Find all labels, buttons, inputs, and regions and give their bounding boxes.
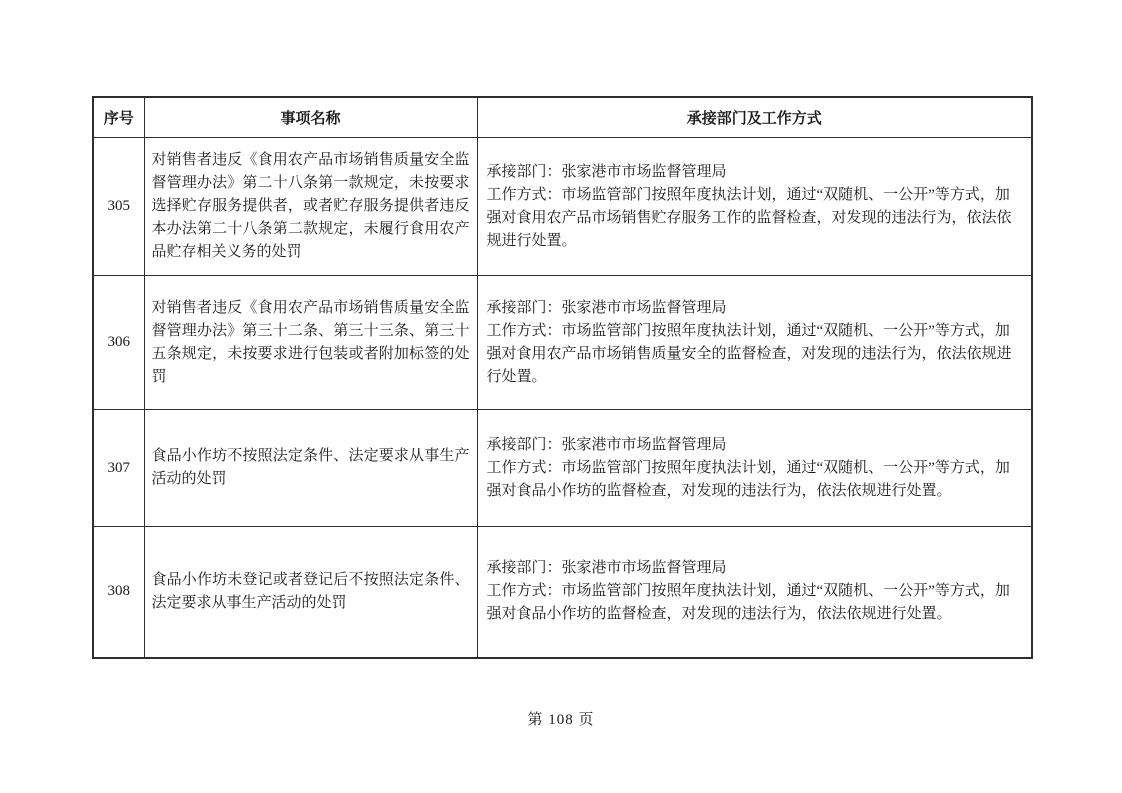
method-line: 工作方式：市场监管部门按照年度执法计划，通过“双随机、一公开”等方式，加强对食品小作坊的监督检查，对发现的违法行为，依法依规进行处置。 bbox=[486, 459, 1010, 499]
department-line: 承接部门：张家港市市场监督管理局 bbox=[486, 560, 727, 577]
row-seq: 307 bbox=[93, 410, 144, 527]
method-line: 工作方式：市场监管部门按照年度执法计划，通过“双随机、一公开”等方式，加强对食用农产品市场销售质量安全的监督检查，对发现的违法行为，依法依规进行处置。 bbox=[486, 322, 1012, 385]
row-work-method bbox=[477, 276, 1032, 410]
department-line: 承接部门：张家港市市场监督管理局 bbox=[486, 299, 727, 316]
header-work-method: 承接部门及工作方式 bbox=[477, 97, 1032, 138]
items-table bbox=[92, 96, 1033, 659]
table-header-row bbox=[93, 97, 1032, 138]
row-item-name: 对销售者违反《食用农产品市场销售质量安全监督管理办法》第三十二条、第三十三条、第三十五条规定，未按要求进行包装或者附加标签的处罚 bbox=[144, 276, 477, 410]
row-item-name: 食品小作坊未登记或者登记后不按照法定条件、法定要求从事生产活动的处罚 bbox=[144, 527, 477, 658]
department-line: 承接部门：张家港市市场监督管理局 bbox=[486, 436, 727, 453]
row-seq: 306 bbox=[93, 276, 144, 410]
method-line: 工作方式：市场监管部门按照年度执法计划，通过“双随机、一公开”等方式，加强对食用农产品市场销售贮存服务工作的监督检查，对发现的违法行为，依法依规进行处置。 bbox=[486, 186, 1012, 249]
table-row bbox=[93, 410, 1032, 527]
header-seq: 序号 bbox=[93, 97, 144, 138]
page-number: 第 108 页 bbox=[527, 712, 595, 728]
row-item-name: 食品小作坊不按照法定条件、法定要求从事生产活动的处罚 bbox=[144, 410, 477, 527]
row-work-method bbox=[477, 527, 1032, 658]
row-work-method bbox=[477, 410, 1032, 527]
table-row bbox=[93, 527, 1032, 658]
row-seq: 308 bbox=[93, 527, 144, 658]
header-item-name: 事项名称 bbox=[144, 97, 477, 138]
row-work-method bbox=[477, 138, 1032, 276]
table-row bbox=[93, 276, 1032, 410]
department-line: 承接部门：张家港市市场监督管理局 bbox=[486, 163, 727, 180]
table-row bbox=[93, 138, 1032, 276]
row-seq: 305 bbox=[93, 138, 144, 276]
method-line: 工作方式：市场监管部门按照年度执法计划，通过“双随机、一公开”等方式，加强对食品小作坊的监督检查，对发现的违法行为，依法依规进行处置。 bbox=[486, 583, 1010, 623]
row-item-name: 对销售者违反《食用农产品市场销售质量安全监督管理办法》第二十八条第一款规定，未按要求选择贮存服务提供者，或者贮存服务提供者违反本办法第二十八条第二款规定，未履行食用农产品贮存相关义务的处罚 bbox=[144, 138, 477, 276]
